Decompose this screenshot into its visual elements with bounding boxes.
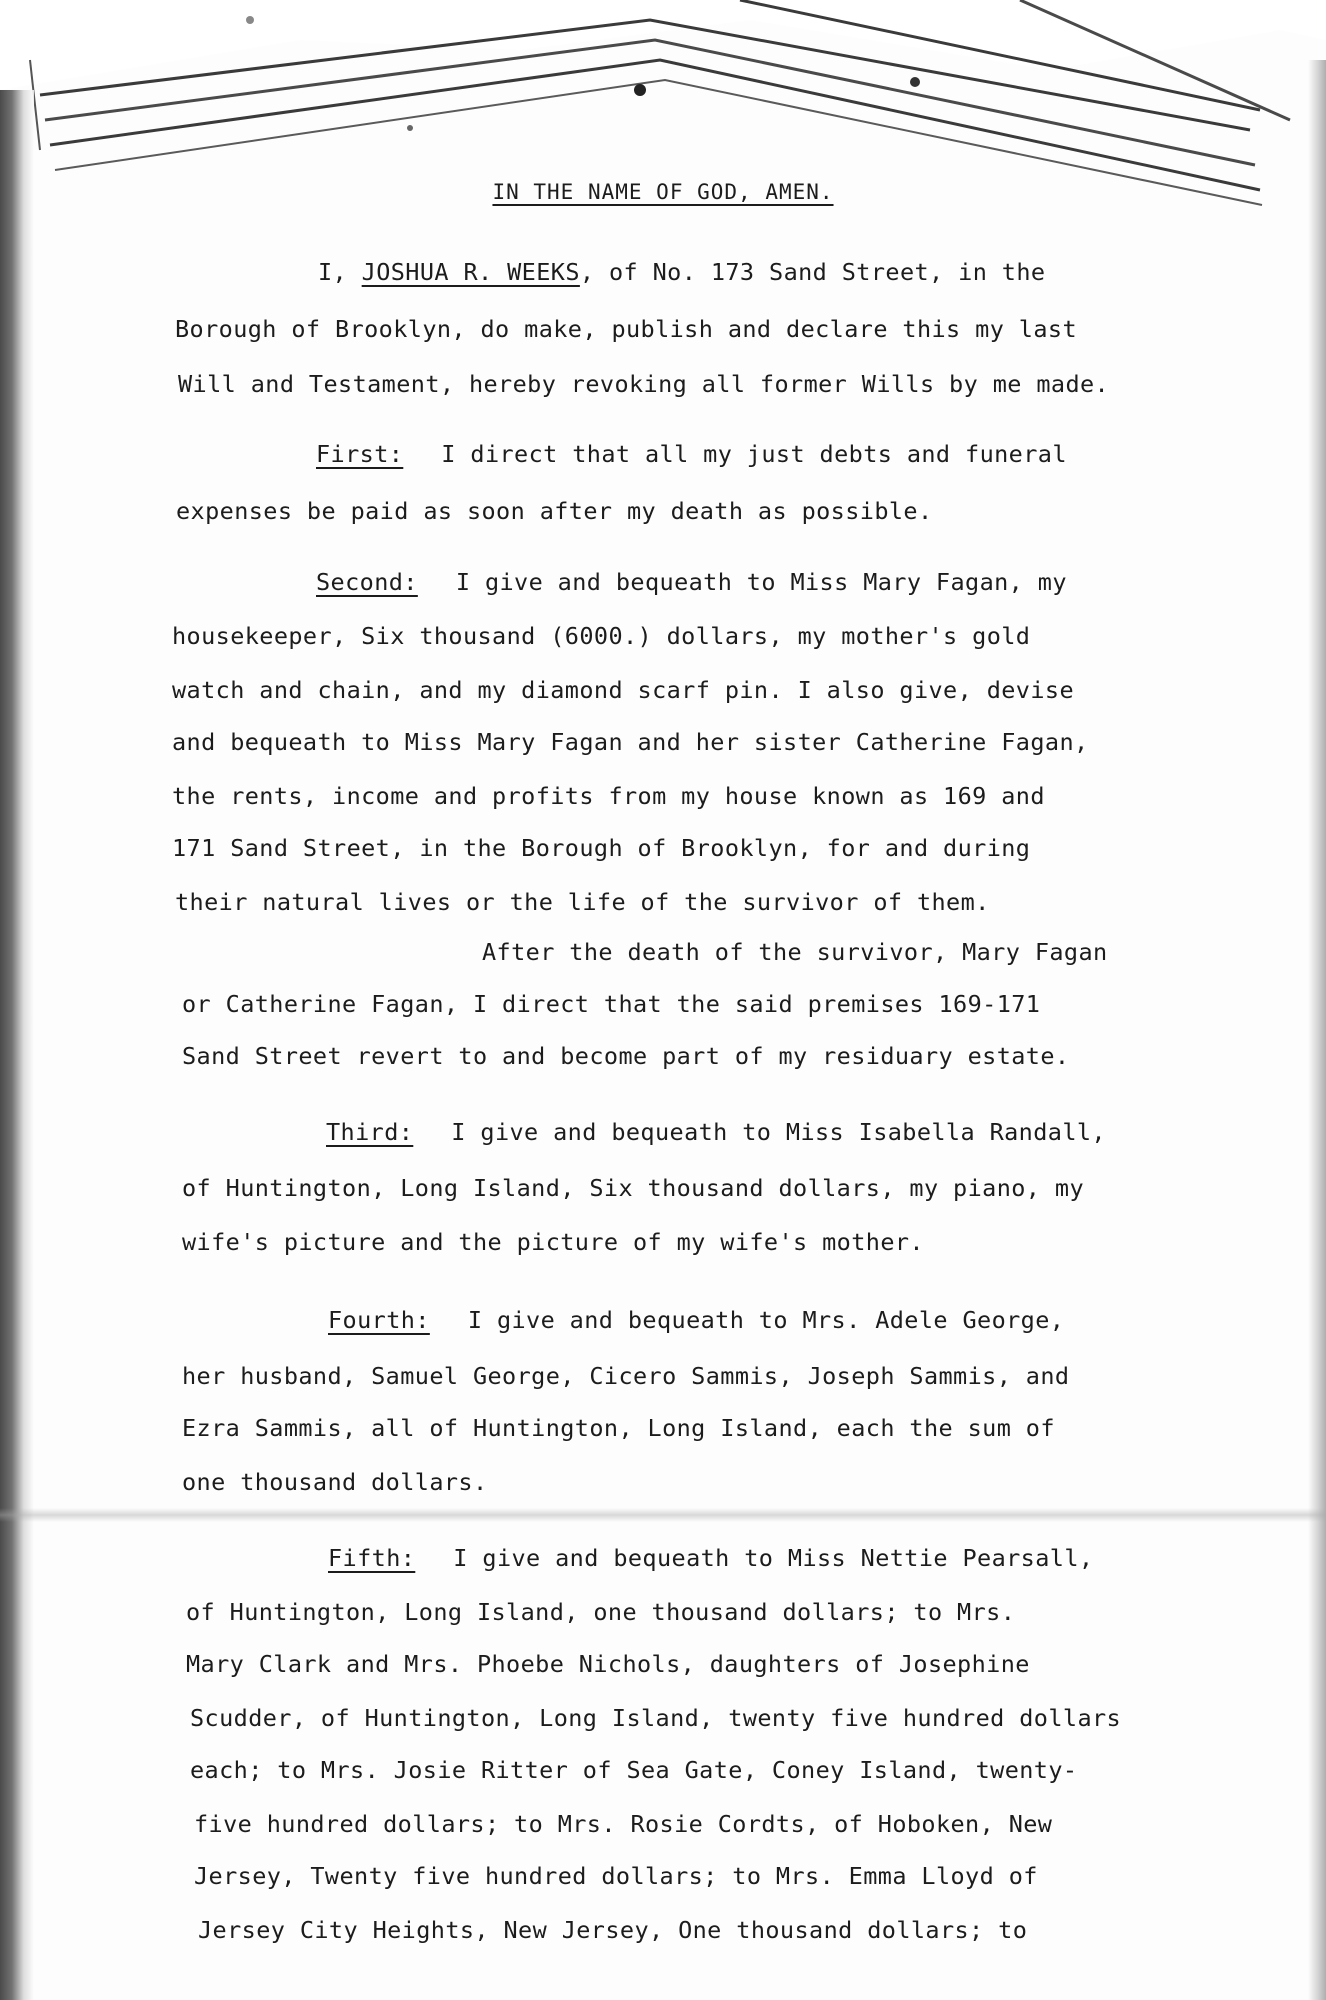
clause-fifth-label: Fifth: <box>328 1544 416 1572</box>
clause-second-label: Second: <box>316 568 418 596</box>
preamble-prefix: I, <box>318 258 362 286</box>
preamble-line-2: Borough of Brooklyn, do make, publish and declare this my last <box>175 315 1077 343</box>
clause-second-line-10: Sand Street revert to and become part of my residuary estate. <box>182 1042 1070 1070</box>
clause-second-line-6: 171 Sand Street, in the Borough of Brooklyn, for and during <box>172 834 1031 862</box>
clause-fifth-line-7: Jersey, Twenty five hundred dollars; to Mrs. Emma Lloyd of <box>194 1862 1038 1890</box>
clause-fourth-line-3: Ezra Sammis, all of Huntington, Long Island, each the sum of <box>182 1414 1055 1442</box>
clause-third-text-1: I give and bequeath to Miss Isabella Randall, <box>451 1118 1106 1146</box>
clause-fourth-text-1: I give and bequeath to Mrs. Adele George, <box>467 1306 1065 1334</box>
preamble-line-3: Will and Testament, hereby revoking all former Wills by me made. <box>178 370 1110 398</box>
clause-first-line-1 <box>316 440 1067 468</box>
clause-fifth-text-1: I give and bequeath to Miss Nettie Pearsall, <box>453 1544 1094 1572</box>
clause-second-line-3: watch and chain, and my diamond scarf pin. I also give, devise <box>172 676 1074 704</box>
clause-second-line-2: housekeeper, Six thousand (6000.) dollars, my mother's gold <box>172 622 1031 650</box>
clause-first-label: First: <box>316 440 404 468</box>
folded-paper-edge <box>0 0 1326 210</box>
testator-name: JOSHUA R. WEEKS <box>361 258 580 286</box>
clause-third-line-1 <box>326 1118 1106 1146</box>
clause-first-line-2: expenses be paid as soon after my death as possible. <box>176 497 933 525</box>
heading-text: IN THE NAME OF GOD, AMEN. <box>492 180 834 204</box>
right-page-shadow <box>1308 60 1326 2000</box>
clause-second-line-8: After the death of the survivor, Mary Fagan <box>482 938 1108 966</box>
clause-fifth-line-4: Scudder, of Huntington, Long Island, twenty five hundred dollars <box>190 1704 1122 1732</box>
clause-fifth-line-5: each; to Mrs. Josie Ritter of Sea Gate, Coney Island, twenty- <box>190 1756 1078 1784</box>
clause-fourth-line-1 <box>328 1306 1064 1334</box>
clause-third-label: Third: <box>326 1118 414 1146</box>
clause-fourth-line-2: her husband, Samuel George, Cicero Sammis, Joseph Sammis, and <box>182 1362 1070 1390</box>
clause-fourth-label: Fourth: <box>328 1306 430 1334</box>
document-heading <box>0 180 1326 204</box>
clause-second-line-7: their natural lives or the life of the survivor of them. <box>175 888 990 916</box>
preamble-line-1 <box>318 258 1045 286</box>
preamble-line-1-rest: , of No. 173 Sand Street, in the <box>579 258 1046 286</box>
clause-second-line-5: the rents, income and profits from my house known as 169 and <box>172 782 1045 810</box>
clause-fifth-line-2: of Huntington, Long Island, one thousand dollars; to Mrs. <box>186 1598 1016 1626</box>
left-page-shadow <box>0 90 34 2000</box>
clause-fifth-line-3: Mary Clark and Mrs. Phoebe Nichols, daughters of Josephine <box>186 1650 1030 1678</box>
paper-fold-crease <box>0 1508 1326 1522</box>
clause-first-text-1: I direct that all my just debts and funeral <box>441 440 1067 468</box>
clause-second-line-9: or Catherine Fagan, I direct that the said premises 169-171 <box>182 990 1041 1018</box>
clause-second-line-4: and bequeath to Miss Mary Fagan and her sister Catherine Fagan, <box>172 728 1089 756</box>
clause-fifth-line-8: Jersey City Heights, New Jersey, One thousand dollars; to <box>198 1916 1028 1944</box>
clause-second-text-1: I give and bequeath to Miss Mary Fagan, my <box>455 568 1067 596</box>
clause-fifth-line-6: five hundred dollars; to Mrs. Rosie Cordts, of Hoboken, New <box>194 1810 1053 1838</box>
clause-fourth-line-4: one thousand dollars. <box>182 1468 488 1496</box>
clause-third-line-2: of Huntington, Long Island, Six thousand dollars, my piano, my <box>182 1174 1084 1202</box>
clause-second-line-1 <box>316 568 1067 596</box>
clause-fifth-line-1 <box>328 1544 1093 1572</box>
clause-third-line-3: wife's picture and the picture of my wife's mother. <box>182 1228 924 1256</box>
